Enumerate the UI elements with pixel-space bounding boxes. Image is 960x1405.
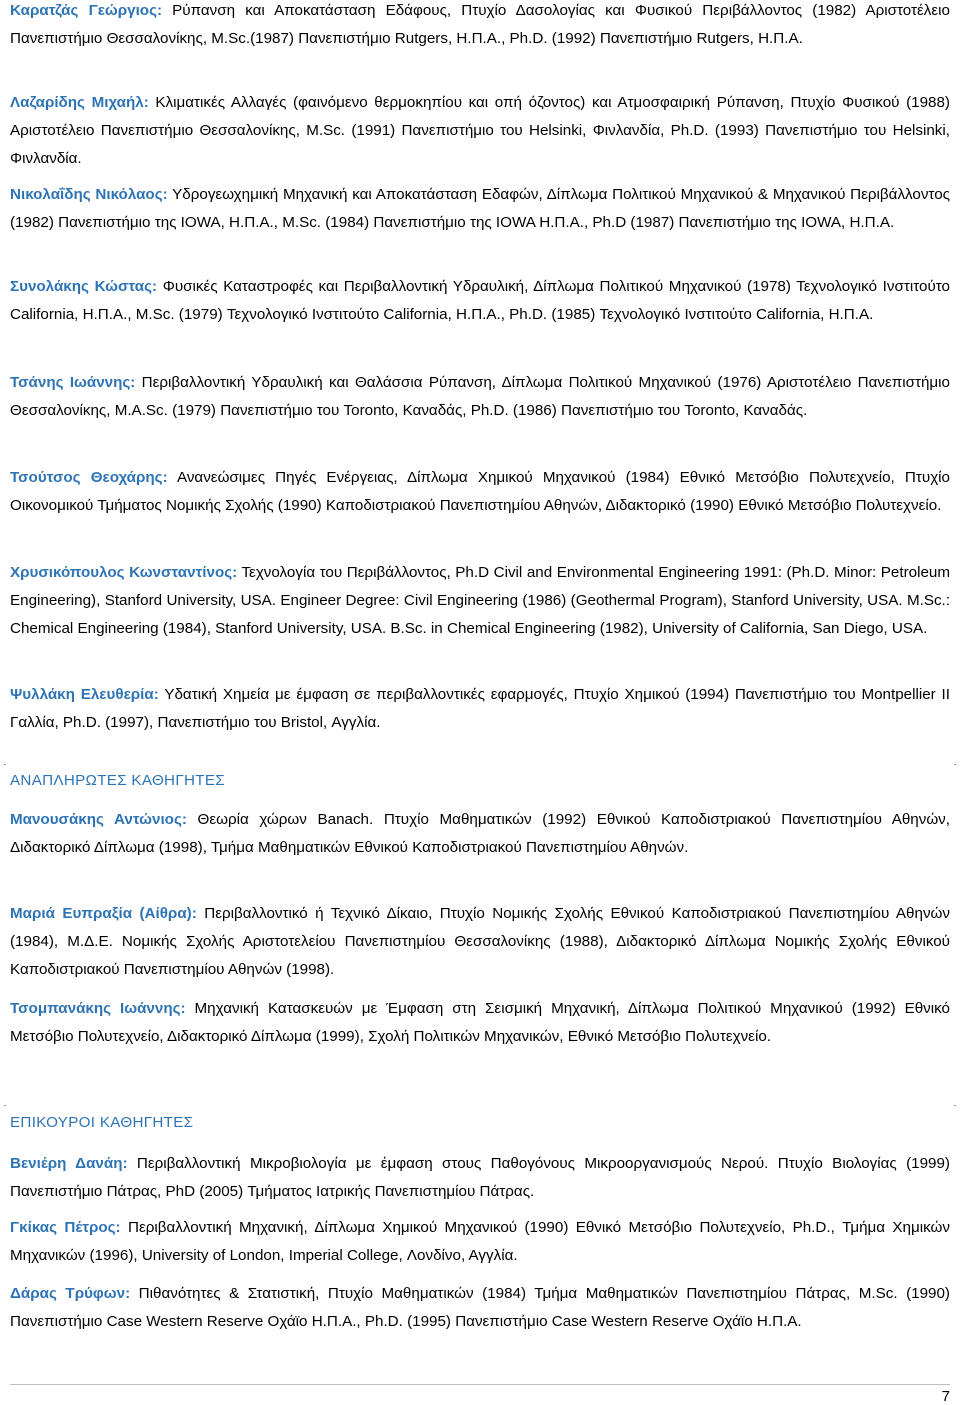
section-marker: [954, 1105, 956, 1106]
entry-tsoutsos: [10, 464, 950, 520]
entry-name: Καρατζάς Γεώργιος:: [10, 2, 163, 19]
page-number: 7: [941, 1388, 950, 1405]
entry-name: Δάρας Τρύφων:: [10, 1285, 131, 1302]
section-marker: [4, 1105, 6, 1106]
entry-name: Τσομπανάκης Ιωάννης:: [10, 1000, 186, 1017]
entry-text: Περιβαλλοντική Μηχανική, Δίπλωμα Χημικού Μηχανικού (1990) Εθνικό Μετσόβιο Πολυτεχνείο, Ph.D., Τμήμα Χημικών Μηχανικών (1996), University of London, Imperial College, Λονδίνο, Αγγλία.: [10, 1219, 950, 1264]
section-marker: [4, 764, 6, 765]
entry-text: Ρύπανση και Αποκατάσταση Εδάφους, Πτυχίο Δασολογίας και Φυσικού Περιβάλλοντος (1982) Αριστοτέλειο Πανεπιστήμιο Θεσσαλονίκης, M.Sc.(1987) Πανεπιστήμιο Rutgers, Η.Π.Α., Ph.D. (1992) Πανεπιστήμιο Rutgers, Η.Π.Α.: [10, 2, 950, 47]
entry-text: Φυσικές Καταστροφές και Περιβαλλοντική Υδραυλική, Δίπλωμα Πολιτικού Μηχανικού (1978) Τεχνολογικό Ινστιτούτο California, Η.Π.Α., M.Sc. (1979) Τεχνολογικό Ινστιτούτο California, Η.Π.Α., Ph.D. (1985) Τεχνολογικό Ινστιτούτο California, Η.Π.Α.: [10, 278, 951, 323]
entry-chrysikopoulos: [10, 559, 950, 643]
entry-name: Ψυλλάκη Ελευθερία:: [10, 686, 159, 703]
footer-divider: [10, 1384, 950, 1385]
entry-manousakis: [10, 806, 950, 862]
entry-gikas: [10, 1214, 950, 1270]
entry-name: Μανουσάκης Αντώνιος:: [10, 811, 187, 828]
entry-karatzas: [10, 0, 950, 53]
section-title-associate: ΑΝΑΠΛΗΡΩΤΕΣ ΚΑΘΗΓΗΤΕΣ: [10, 772, 225, 789]
entry-lazaridis: [10, 89, 950, 173]
entry-text: Υδατική Χημεία με έμφαση σε περιβαλλοντικές εφαρμογές, Πτυχίο Χημικού (1994) Πανεπιστήμιο του Montpellier II Γαλλία, Ph.D. (1997), Πανεπιστήμιο του Bristol, Αγγλία.: [10, 686, 950, 731]
section-marker: [954, 764, 956, 765]
entry-name: Λαζαρίδης Μιχαήλ:: [10, 94, 149, 111]
entry-name: Μαριά Ευπραξία (Αίθρα):: [10, 905, 197, 922]
entry-maria: [10, 900, 950, 984]
entry-synolakis: [10, 273, 950, 329]
entry-tsompanakis: [10, 995, 950, 1051]
entry-name: Συνολάκης Κώστας:: [10, 278, 158, 295]
entry-psyllaki: [10, 681, 950, 737]
entry-text: Περιβαλλοντική Μικροβιολογία με έμφαση στους Παθογόνους Μικροοργανισμούς Νερού. Πτυχίο Βιολογίας (1999) Πανεπιστήμιο Πάτρας, PhD (2005) Τμήματος Ιατρικής Πανεπιστημίου Πάτρας.: [10, 1155, 950, 1200]
entry-text: Τεχνολογία του Περιβάλλοντος, Ph.D Civil and Environmental Engineering 1991: (Ph.D. Minor: Petroleum Engineering), Stanford University, USA. Engineer Degree: Civil Engineering (1986) (Geothermal Program), Stanford University, USA. M.Sc.: Chemical Engineering (1984), Stanford University, USA. B.Sc. in Chemical Engineering (1982), University of California, San Diego, USA.: [10, 564, 950, 637]
section-title-assistant: ΕΠΙΚΟΥΡΟΙ ΚΑΘΗΓΗΤΕΣ: [10, 1114, 194, 1131]
entry-text: Περιβαλλοντικό ή Τεχνικό Δίκαιο, Πτυχίο Νομικής Σχολής Εθνικού Καποδιστριακού Πανεπιστημίου Αθηνών (1984), Μ.Δ.Ε. Νομικής Σχολής Αριστοτελείου Πανεπιστημίου Θεσσαλονίκης (1988), Διδακτορικό Δίπλωμα Νομικής Σχολής Εθνικού Καποδιστριακού Πανεπιστημίου Αθηνών (1998).: [10, 905, 950, 978]
entry-name: Χρυσικόπουλος Κωνσταντίνος:: [10, 564, 238, 581]
entry-name: Τσούτσος Θεοχάρης:: [10, 469, 168, 486]
entry-daras: [10, 1280, 950, 1336]
entry-text: Κλιματικές Αλλαγές (φαινόμενο θερμοκηπίου και οπή όζοντος) και Ατμοσφαιρική Ρύπανση, Πτυχίο Φυσικού (1988) Αριστοτέλειο Πανεπιστήμιο Θεσσαλονίκης, M.Sc. (1991) Πανεπιστήμιο του Helsinki, Φινλανδία, Ph.D. (1993) Πανεπιστήμιο του Helsinki, Φινλανδία.: [10, 94, 950, 167]
entry-text: Πιθανότητες & Στατιστική, Πτυχίο Μαθηματικών (1984) Τμήμα Μαθηματικών Πανεπιστημίου Πάτρας, M.Sc. (1990) Πανεπιστήμιο Case Western Reserve Οχάϊο Η.Π.Α., Ph.D. (1995) Πανεπιστήμιο Case Western Reserve Οχάϊο Η.Π.Α.: [10, 1285, 950, 1330]
entry-text: Περιβαλλοντική Υδραυλική και Θαλάσσια Ρύπανση, Δίπλωμα Πολιτικού Μηχανικού (1976) Αριστοτέλειο Πανεπιστήμιο Θεσσαλονίκης, M.A.Sc. (1979) Πανεπιστήμιο του Toronto, Καναδάς, Ph.D. (1986) Πανεπιστήμιο του Toronto, Καναδάς.: [10, 374, 950, 419]
entry-text: Θεωρία χώρων Banach. Πτυχίο Μαθηματικών (1992) Εθνικού Καποδιστριακού Πανεπιστημίου Αθηνών, Διδακτορικό Δίπλωμα (1998), Τμήμα Μαθηματικών Εθνικού Καποδιστριακού Πανεπιστημίου Αθηνών.: [10, 811, 950, 856]
entry-nikolaidis: [10, 181, 950, 237]
entry-name: Βενιέρη Δανάη:: [10, 1155, 128, 1172]
entry-name: Τσάνης Ιωάννης:: [10, 374, 136, 391]
entry-text: Υδρογεωχημική Μηχανική και Αποκατάσταση Εδαφών, Δίπλωμα Πολιτικού Μηχανικού & Μηχανικού Περιβάλλοντος (1982) Πανεπιστήμιο της IOWA, Η.Π.Α., M.Sc. (1984) Πανεπιστήμιο της IOWA Η.Π.Α., Ph.D (1987) Πανεπιστήμιο της IOWA, Η.Π.Α.: [10, 186, 950, 231]
entry-tsanis: [10, 369, 950, 425]
entry-name: Νικολαΐδης Νικόλαος:: [10, 186, 168, 203]
entry-text: Ανανεώσιμες Πηγές Ενέργειας, Δίπλωμα Χημικού Μηχανικού (1984) Εθνικό Μετσόβιο Πολυτεχνείο, Πτυχίο Οικονομικού Τμήματος Νομικής Σχολής (1990) Καποδιστριακού Πανεπιστημίου Αθηνών, Διδακτορικό (1990) Εθνικό Μετσόβιο Πολυτεχνείο.: [10, 469, 951, 514]
entry-name: Γκίκας Πέτρος:: [10, 1219, 121, 1236]
entry-text: Μηχανική Κατασκευών με Έμφαση στη Σεισμική Μηχανική, Δίπλωμα Πολιτικού Μηχανικού (1992) Εθνικό Μετσόβιο Πολυτεχνείο, Διδακτορικό Δίπλωμα (1999), Σχολή Πολιτικών Μηχανικών, Εθνικό Μετσόβιο Πολυτεχνείο.: [10, 1000, 950, 1045]
entry-venieri: [10, 1150, 950, 1206]
